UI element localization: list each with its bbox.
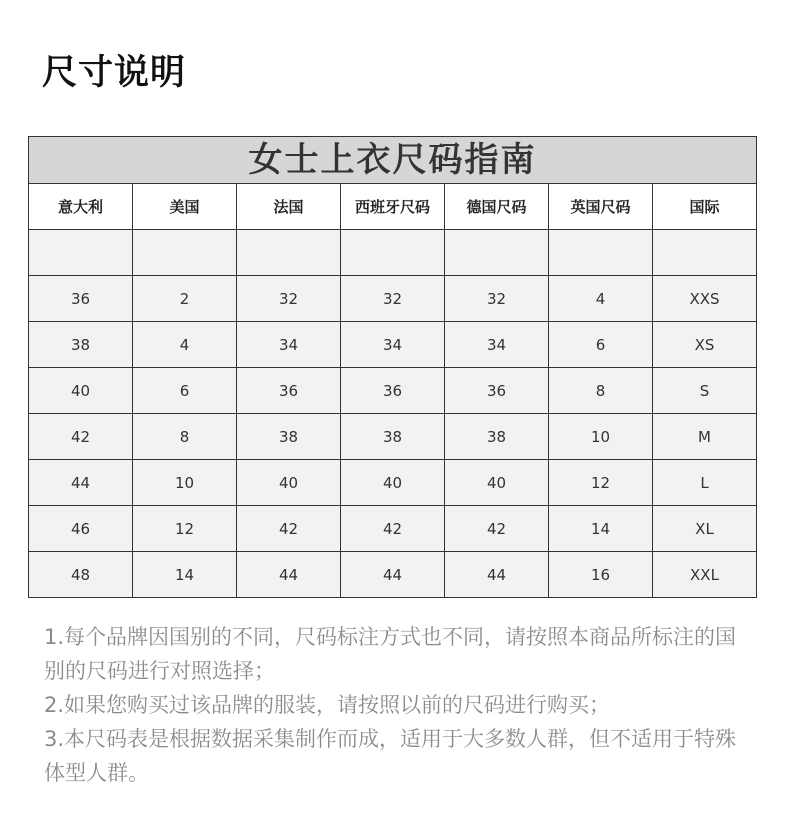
table-cell: 6	[549, 322, 653, 368]
table-cell: XXL	[653, 552, 757, 598]
table-body	[29, 230, 757, 598]
note-3: 3.本尺码表是根据数据采集制作而成，适用于大多数人群，但不适用于特殊体型人群。	[44, 727, 737, 785]
table-cell: 44	[29, 460, 133, 506]
header-france: 法国	[237, 184, 341, 230]
header-us: 美国	[133, 184, 237, 230]
table-cell: L	[653, 460, 757, 506]
table-cell: 42	[341, 506, 445, 552]
header-international: 国际	[653, 184, 757, 230]
table-cell: 44	[237, 552, 341, 598]
table-cell: 44	[445, 552, 549, 598]
table-row	[29, 368, 757, 414]
table-cell: 36	[341, 368, 445, 414]
note-1: 1.每个品牌因国别的不同，尺码标注方式也不同，请按照本商品所标注的国别的尺码进行对照选择；	[44, 625, 737, 683]
page-title: 尺寸说明	[42, 53, 187, 93]
table-cell: 2	[133, 276, 237, 322]
note-2: 2.如果您购买过该品牌的服装，请按照以前的尺码进行购买；	[44, 693, 611, 717]
table-cell: 12	[549, 460, 653, 506]
table-cell: 42	[445, 506, 549, 552]
table-cell: 34	[341, 322, 445, 368]
table-cell: 40	[29, 368, 133, 414]
header-row	[29, 184, 757, 230]
table-cell: 40	[237, 460, 341, 506]
table-cell: 32	[237, 276, 341, 322]
table-cell: 36	[237, 368, 341, 414]
table-cell: 32	[341, 276, 445, 322]
table-row	[29, 552, 757, 598]
table-cell: 34	[445, 322, 549, 368]
table-cell: 10	[133, 460, 237, 506]
table-cell	[237, 230, 341, 276]
table-cell: 42	[237, 506, 341, 552]
header-italy: 意大利	[29, 184, 133, 230]
table-cell	[653, 230, 757, 276]
table-cell: 38	[237, 414, 341, 460]
table-cell: 8	[133, 414, 237, 460]
table-cell: 38	[445, 414, 549, 460]
header-uk: 英国尺码	[549, 184, 653, 230]
table-cell: 38	[341, 414, 445, 460]
table-cell: 40	[341, 460, 445, 506]
table-cell: 38	[29, 322, 133, 368]
table-cell: 48	[29, 552, 133, 598]
table-row	[29, 230, 757, 276]
table-cell: 14	[133, 552, 237, 598]
table-cell	[445, 230, 549, 276]
table-row	[29, 276, 757, 322]
table-cell	[549, 230, 653, 276]
table-cell: XS	[653, 322, 757, 368]
table-cell: 32	[445, 276, 549, 322]
header-germany: 德国尺码	[445, 184, 549, 230]
table-cell: XL	[653, 506, 757, 552]
table-row	[29, 414, 757, 460]
table-cell	[341, 230, 445, 276]
table-cell: 36	[445, 368, 549, 414]
header-spain: 西班牙尺码	[341, 184, 445, 230]
table-cell: 12	[133, 506, 237, 552]
table-cell: 6	[133, 368, 237, 414]
table-row	[29, 322, 757, 368]
table-caption: 女士上衣尺码指南	[29, 137, 757, 184]
table-cell: 8	[549, 368, 653, 414]
size-table	[28, 136, 757, 598]
table-cell: 16	[549, 552, 653, 598]
table-cell: 14	[549, 506, 653, 552]
table-cell: 44	[341, 552, 445, 598]
table-cell: S	[653, 368, 757, 414]
table-row	[29, 506, 757, 552]
table-cell: 34	[237, 322, 341, 368]
table-cell: 42	[29, 414, 133, 460]
table-cell: 36	[29, 276, 133, 322]
table-cell: 10	[549, 414, 653, 460]
table-row	[29, 460, 757, 506]
table-cell: 46	[29, 506, 133, 552]
table-cell: M	[653, 414, 757, 460]
table-cell: 4	[133, 322, 237, 368]
caption-row	[29, 137, 757, 184]
table-cell	[133, 230, 237, 276]
table-cell: 4	[549, 276, 653, 322]
table-cell: XXS	[653, 276, 757, 322]
notes	[44, 620, 756, 790]
table-cell: 40	[445, 460, 549, 506]
table-cell	[29, 230, 133, 276]
